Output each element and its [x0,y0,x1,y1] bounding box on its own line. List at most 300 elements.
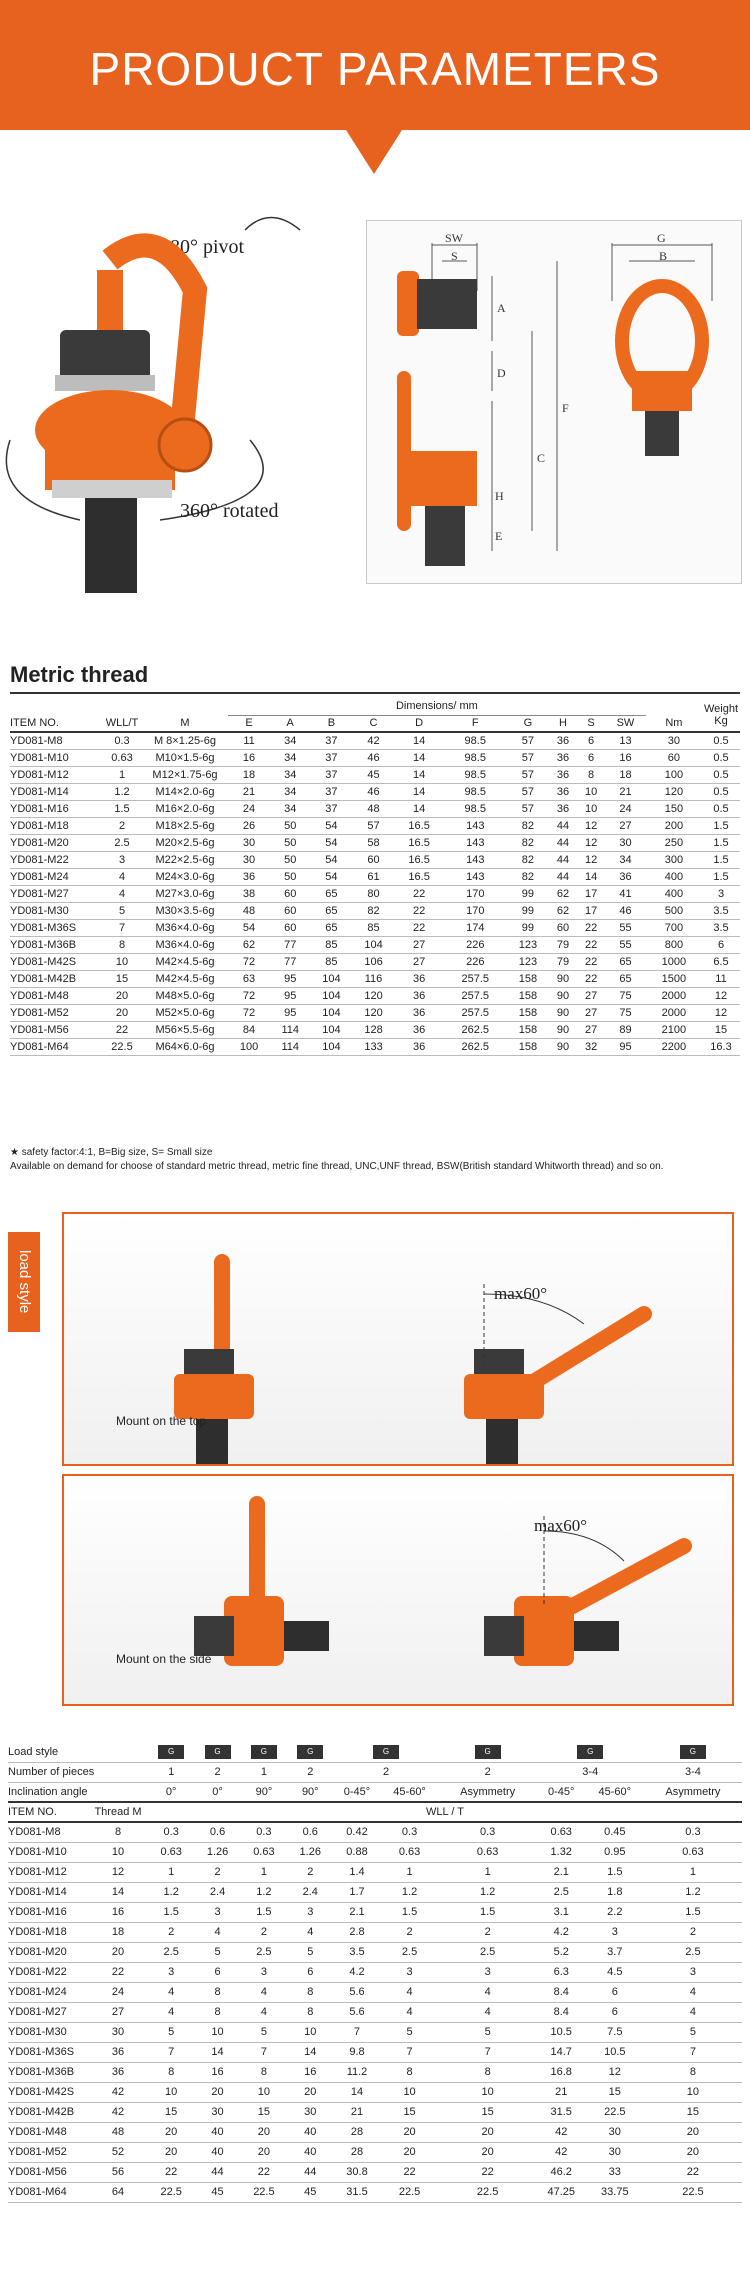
table-cell: 54 [242,921,256,934]
table-cell: 60 [284,904,297,917]
table-cell: 3.5 [713,904,729,917]
table-cell: 300 [664,853,684,866]
angle-cell: Asymmetry [460,1785,516,1798]
table-cell: YD081-M20 [8,1946,67,1958]
hook-double-icon: G [205,1745,231,1759]
table-cell: 24 [619,802,632,815]
eyebolt-illustration [0,200,350,600]
table-row [8,1902,742,1922]
sling-two-leg-icon: G [373,1745,399,1759]
wll-table-head [8,1742,742,1822]
table-cell: YD081-M42S [10,955,77,968]
table-cell: 250 [664,836,684,849]
table-cell: 2.1 [349,1906,365,1918]
side-double-icon: G [297,1745,323,1759]
table-cell: 1.5 [713,819,729,832]
table-row [8,2082,742,2102]
table-row [8,1842,742,1862]
table-row [8,2002,742,2022]
table-cell: 36 [619,870,632,883]
table-cell: 42 [367,734,380,747]
table-cell: 0.95 [604,1846,626,1858]
table-row [10,851,740,868]
table-cell: 1.32 [550,1846,572,1858]
angle-cell: Asymmetry [665,1785,721,1798]
table-cell: 60 [284,921,297,934]
table-cell: 82 [521,836,534,849]
table-cell: 98.5 [464,802,486,815]
table-cell: 5.6 [349,1986,365,1998]
table-cell: 0.5 [713,802,729,815]
table-cell: 6.5 [713,955,729,968]
table-cell: 116 [364,972,383,985]
table-cell: 12 [714,989,728,1002]
table-cell: YD081-M18 [8,1926,67,1938]
availability-note: Available on demand for choose of standard metric thread, metric fine thread, UNC,UNF thread, BSW(British standard Whitworth thread) and so on. [10,1161,664,1172]
diagram-drawing [367,221,743,585]
table-row [8,1882,742,1902]
table-cell: 120 [364,1006,383,1019]
table-cell: 36 [111,2066,125,2078]
table-cell: YD081-M64 [10,1040,69,1053]
table-row [8,2042,742,2062]
table-cell: 30 [304,2106,317,2118]
load-icon [439,1742,537,1762]
table-cell: 1.2 [401,1886,418,1898]
table-cell: 104 [364,938,383,951]
table-cell: 61 [367,870,380,883]
dimension-diagram [366,220,742,584]
table-cell: 20 [481,2126,494,2138]
table-cell: 4 [260,2006,267,2018]
table-cell: 65 [325,904,338,917]
sling-asymmetry-icon: G [475,1745,501,1759]
table-row [10,766,740,783]
table-cell: 4 [406,1986,413,1998]
mount-top-label: Mount on the top [116,1414,207,1428]
table-cell: 48 [242,904,256,917]
product-illustration [0,200,350,600]
table-cell: 1 [484,1866,491,1878]
table-cell: 104 [322,989,341,1002]
table-cell: 5 [168,2026,175,2038]
table-cell: YD081-M12 [8,1866,67,1878]
table-cell: 10 [481,2086,494,2098]
table-cell: 1.8 [607,1886,623,1898]
table-cell: 60 [556,921,570,934]
table-cell: 52 [111,2146,125,2158]
table-row [10,936,740,953]
table-cell: 11 [715,972,727,985]
table-cell: 98.5 [464,785,486,798]
table-row [10,834,740,851]
table-cell: YD081-M56 [8,2166,67,2178]
table-cell: 16.5 [408,853,430,866]
table-cell: 114 [281,1023,299,1036]
table-cell: 10 [584,785,598,798]
table-cell: 54 [325,819,338,832]
table-cell: 62 [556,904,570,917]
title-rule [10,692,740,694]
table-cell: 15 [481,2106,494,2118]
table-cell: 98.5 [464,768,486,781]
table-row [10,749,740,766]
table-cell: 133 [364,1040,383,1053]
table-cell: 47.25 [547,2186,575,2198]
col-g: G [523,717,533,730]
table-row [10,800,740,817]
table-cell: 14 [413,785,426,798]
table-cell: 22.5 [398,2186,421,2198]
table-cell: 27 [413,955,426,968]
table-cell: M12×1.75-6g [152,768,218,781]
table-cell: 20 [686,2126,700,2138]
table-cell: 3 [168,1966,175,1978]
max-angle-label-top: max60° [494,1284,548,1303]
table-cell: M36×4.0-6g [155,938,215,951]
table-cell: 21 [555,2086,568,2098]
table-cell: 99 [521,921,534,934]
table-cell: 10.5 [550,2026,572,2038]
table-cell: 18 [111,1926,125,1938]
table-cell: YD081-M24 [10,870,69,883]
col-s: S [587,717,595,730]
table-cell: 22 [413,904,426,917]
table-cell: 8 [214,2006,221,2018]
table-cell: 34 [284,734,297,747]
table-cell: 44 [556,853,570,866]
table-cell: 36 [556,751,570,764]
safety-note: ★ safety factor:4:1, B=Big size, S= Small size [10,1147,213,1158]
table-cell: 22.5 [604,2106,626,2118]
table-cell: 40 [211,2146,224,2158]
table-cell: 2 [168,1926,175,1938]
table-cell: 85 [325,938,338,951]
table-cell: 8 [114,1826,122,1839]
table-cell: 4 [484,2006,491,2018]
table-cell: 0.3 [163,1826,179,1839]
table-cell: 54 [325,853,338,866]
mount-side-illustration [64,1476,736,1708]
table-cell: 2.2 [607,1906,623,1918]
col-b: B [327,717,336,730]
label-c: C [537,451,546,465]
table-cell: 257.5 [461,972,490,985]
table-cell: 1.2 [114,785,130,798]
table-cell: 45 [304,2186,317,2198]
table-cell: 16 [211,2066,224,2078]
table-cell: YD081-M36S [10,921,77,934]
table-cell: 34 [619,853,632,866]
table-cell: 75 [619,989,632,1002]
table-cell: YD081-M27 [10,887,69,900]
table-row [8,1982,742,2002]
table-cell: 20 [165,2126,178,2138]
table-cell: 95 [284,1006,297,1019]
table-cell: 82 [521,853,534,866]
table-cell: 0.3 [256,1826,272,1839]
rotate-label: 360° rotated [180,500,279,522]
table-cell: 89 [619,1023,632,1036]
table-cell: 84 [242,1023,256,1036]
col-weight: Weight Kg [703,702,739,727]
table-row [10,1021,740,1038]
table-cell: 257.5 [461,989,490,1002]
table-cell: 36 [413,1040,426,1053]
pieces-cell: 2 [484,1766,491,1778]
table-row [8,2142,742,2162]
table-cell: 0.63 [550,1826,572,1839]
table-cell: 0.88 [346,1846,368,1858]
table-cell: 44 [556,870,570,883]
table-cell: 1.26 [206,1846,229,1858]
col-m: M [180,717,190,729]
table-cell: 2.5 [479,1946,496,1958]
table-cell: 12 [584,836,598,849]
table-cell: 8 [260,2066,267,2078]
table-cell: 4.2 [349,1966,365,1978]
table-cell: 22 [111,1966,125,1978]
table-cell: 10 [115,955,129,968]
table-cell: 104 [322,1006,341,1019]
table-cell: 2100 [661,1023,687,1036]
table-cell: 36 [556,734,570,747]
table-cell: 2.5 [163,1946,179,1958]
table-cell: 2.5 [256,1946,272,1958]
table-cell: YD081-M42S [8,2086,75,2098]
table-cell: 120 [664,785,684,798]
angle-cell: 0° [212,1785,223,1798]
col-c: C [369,717,378,730]
table-cell: 90 [556,972,570,985]
angle-cell: 90° [301,1785,319,1798]
metric-table [10,698,740,1056]
pieces-cell: 1 [168,1766,175,1778]
table-cell: 8 [307,1986,314,1998]
table-cell: 0.63 [398,1846,421,1858]
table-cell: 8.4 [553,1986,569,1998]
table-cell: 20 [115,989,129,1002]
table-cell: 77 [284,955,297,968]
table-cell: 0.63 [476,1846,499,1858]
metric-thread-title: Metric thread [10,662,149,687]
table-cell: 123 [518,955,538,968]
table-cell: 170 [466,904,485,917]
table-cell: 158 [518,1006,538,1019]
table-cell: 60 [284,887,297,900]
table-cell: 22 [584,972,598,985]
table-cell: 12 [584,853,598,866]
load-icon [287,1742,333,1762]
table-cell: 37 [325,785,338,798]
table-cell: 79 [556,955,570,968]
page-title: PRODUCT PARAMETERS [89,43,661,95]
table-cell: 20 [403,2146,416,2158]
table-cell: 9.8 [349,2046,365,2058]
table-cell: 3.1 [553,1906,569,1918]
table-cell: 90 [556,989,570,1002]
table-cell: 57 [521,751,534,764]
table-cell: 2.5 [114,836,130,849]
table-cell: 79 [556,938,570,951]
table-cell: 10 [403,2086,416,2098]
table-cell: 22 [115,1023,129,1036]
mount-top-panel [62,1212,734,1466]
table-cell: 6 [214,1966,221,1978]
table-cell: 20 [304,2086,317,2098]
table-cell: YD081-M30 [8,2026,67,2038]
table-row [8,1922,742,1942]
pieces-cell: 2 [214,1766,221,1778]
table-cell: 80 [367,887,380,900]
table-cell: 14.7 [550,2046,572,2058]
table-cell: 4.2 [553,1926,569,1938]
table-cell: 7 [406,2046,413,2058]
table-cell: 30 [111,2026,125,2038]
table-cell: 0.63 [111,751,133,764]
dimensions-header: Dimensions/ mm [228,698,646,715]
table-cell: M42×4.5-6g [155,955,215,968]
table-cell: 65 [325,887,338,900]
table-cell: YD081-M12 [10,768,69,781]
table-cell: 22.5 [253,2186,275,2198]
table-cell: 8 [588,768,595,781]
table-cell: 4 [168,1986,175,1998]
table-cell: 7 [260,2046,267,2058]
table-cell: 13 [619,734,632,747]
col-item: ITEM NO. [8,1806,57,1818]
table-cell: 16 [111,1906,125,1918]
col-nm: Nm [665,717,683,729]
table-cell: 8 [406,2066,413,2078]
table-cell: 3.5 [349,1946,365,1958]
table-cell: 22 [403,2166,416,2178]
table-cell: 6 [611,1986,618,1998]
table-cell: 36 [242,870,256,883]
table-cell: 3 [406,1966,413,1978]
table-cell: 0.6 [302,1826,318,1839]
table-cell: 55 [619,921,632,934]
table-cell: 1.5 [685,1906,701,1918]
table-cell: 200 [664,819,684,832]
table-cell: 500 [664,904,684,917]
table-cell: YD081-M10 [10,751,69,764]
table-cell: 1.5 [713,870,729,883]
table-cell: 30 [211,2106,224,2118]
table-cell: 158 [518,972,538,985]
table-cell: 22.5 [682,2186,704,2198]
label-h: H [495,489,504,503]
table-cell: 48 [367,802,380,815]
table-cell: 0.3 [685,1826,701,1839]
table-cell: 7 [689,2046,696,2058]
table-cell: YD081-M24 [8,1986,67,1998]
table-cell: 54 [325,870,338,883]
table-cell: 3 [717,887,725,900]
pieces-cell: 2 [382,1766,390,1778]
table-cell: 226 [466,938,485,951]
table-cell: 2000 [661,989,687,1002]
table-cell: M16×2.0-6g [155,802,215,815]
table-cell: 14 [304,2046,317,2058]
table-cell: 30 [242,836,256,849]
table-cell: 174 [466,921,485,934]
table-cell: 55 [619,938,632,951]
table-cell: YD081-M56 [10,1023,69,1036]
table-cell: YD081-M30 [10,904,69,917]
table-cell: YD081-M48 [10,989,69,1002]
table-cell: 44 [556,819,570,832]
table-cell: 5 [214,1946,221,1958]
wll-table [8,1742,742,2203]
table-cell: 123 [518,938,538,951]
table-cell: 10 [111,1846,125,1858]
table-cell: 2 [689,1926,696,1938]
table-cell: 5 [118,904,126,917]
table-cell: 16.5 [408,836,430,849]
label-e: E [495,529,503,543]
table-cell: 50 [284,870,297,883]
load-icon [241,1742,287,1762]
table-cell: 8 [118,938,126,951]
table-cell: 8 [484,2066,491,2078]
col-sw: SW [616,717,635,730]
sling-multi-asymmetry-icon: G [680,1745,706,1759]
table-cell: 14 [211,2046,224,2058]
load-icon [644,1742,742,1762]
label-b: B [659,249,668,263]
table-cell: YD081-M52 [8,2146,67,2158]
table-cell: 62 [242,938,256,951]
table-cell: 33 [608,2166,621,2178]
table-cell: YD081-M36B [10,938,77,951]
table-cell: 75 [619,1006,632,1019]
table-cell: 95 [284,989,297,1002]
table-cell: 0.42 [346,1826,368,1839]
table-cell: 11 [243,734,255,747]
pivot-label: 180° pivot [160,236,245,258]
table-cell: 14 [111,1886,125,1898]
col-d: D [415,717,424,730]
table-cell: 22.5 [160,2186,182,2198]
table-cell: 22 [584,955,598,968]
table-cell: 46 [367,751,380,764]
pieces-cell: 3-4 [582,1766,599,1778]
table-cell: YD081-M20 [10,836,69,849]
table-cell: 114 [281,1040,299,1053]
table-cell: 3 [484,1966,491,1978]
table-cell: 11.2 [346,2066,368,2078]
angle-cell: 0-45° [343,1785,371,1798]
table-row [8,1962,742,1982]
table-cell: 36 [556,785,570,798]
table-cell: 158 [518,989,538,1002]
table-cell: 28 [350,2146,364,2158]
side-single-icon: G [251,1745,277,1759]
table-cell: 20 [257,2126,271,2138]
table-cell: 65 [325,921,338,934]
table-cell: 44 [304,2166,317,2178]
table-cell: 2200 [661,1040,687,1053]
table-cell: 31.5 [550,2106,572,2118]
table-cell: 21 [619,785,632,798]
table-cell: M52×5.0-6g [155,1006,215,1019]
table-cell: 22 [413,887,426,900]
table-cell: 57 [521,802,534,815]
table-cell: 54 [325,836,338,849]
table-cell: 90 [556,1023,570,1036]
col-h: H [559,717,567,730]
